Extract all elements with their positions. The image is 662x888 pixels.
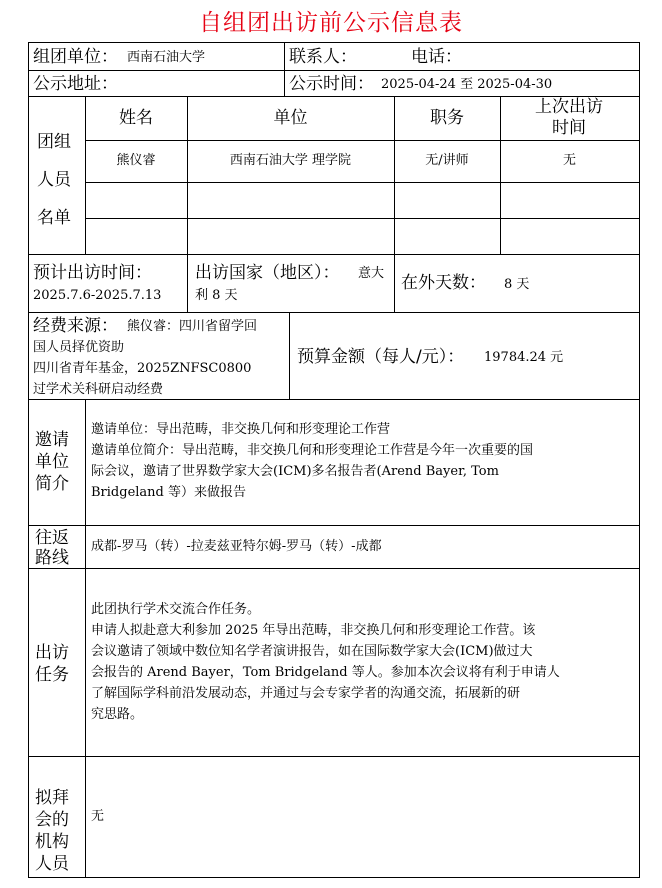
visits-label: 人员 bbox=[35, 854, 69, 874]
member-unit: 西南石油大学 理学院 bbox=[229, 153, 352, 168]
col-name: 姓名 bbox=[119, 108, 153, 128]
mission-label: 任务 bbox=[35, 665, 69, 685]
publish-time-value: 2025-04-24 至 2025-04-30 bbox=[381, 77, 553, 92]
inviter-label: 简介 bbox=[35, 474, 69, 494]
budget-value: 19784.24 元 bbox=[484, 350, 564, 365]
members-side-label: 名单 bbox=[37, 208, 71, 228]
page-title: 自组团出访前公示信息表 bbox=[199, 10, 463, 36]
funding-line: 四川省青年基金，2025ZNFSC0800 bbox=[33, 361, 252, 376]
route-label: 往返 bbox=[35, 528, 69, 548]
route-label: 路线 bbox=[35, 548, 69, 568]
mission-text: 究思路。 bbox=[91, 707, 144, 722]
funding-label: 经费来源： bbox=[33, 316, 118, 336]
trip-time-label: 预计出访时间： bbox=[33, 263, 152, 283]
visits-label: 机构 bbox=[35, 832, 69, 852]
members-side-label: 团组 bbox=[37, 132, 71, 152]
contact-label: 联系人： bbox=[289, 47, 357, 67]
inviter-text: Bridgeland 等）来做报告 bbox=[91, 485, 246, 500]
inviter-text: 邀请单位：导出范畴，非交换几何和形变理论工作营 bbox=[91, 422, 391, 437]
country-label: 出访国家（地区）： bbox=[195, 263, 340, 283]
org-label: 组团单位： bbox=[33, 47, 118, 67]
phone-label: 电话： bbox=[411, 47, 462, 67]
inviter-label: 邀请 bbox=[35, 430, 69, 450]
days-label: 在外天数： bbox=[401, 273, 486, 293]
mission-label: 出访 bbox=[35, 643, 69, 663]
funding-line: 熊仪睿：四川省留学回 bbox=[127, 319, 258, 334]
budget-label: 预算金额（每人/元）： bbox=[297, 347, 465, 367]
member-name: 熊仪睿 bbox=[116, 153, 156, 168]
col-position: 职务 bbox=[430, 108, 464, 128]
members-side-label: 人员 bbox=[37, 170, 71, 190]
inviter-text: 邀请单位简介：导出范畴，非交换几何和形变理论工作营是今年一次重要的国 bbox=[91, 443, 534, 458]
col-unit: 单位 bbox=[273, 108, 308, 128]
visits-label: 会的 bbox=[35, 810, 69, 830]
member-position: 无/讲师 bbox=[425, 153, 469, 168]
form-table bbox=[28, 42, 640, 878]
country-value: 意大 bbox=[358, 266, 385, 281]
address-label: 公示地址： bbox=[33, 74, 118, 94]
publish-time-label: 公示时间： bbox=[289, 74, 374, 94]
visits-label: 拟拜 bbox=[35, 788, 69, 808]
mission-text: 申请人拟赴意大利参加 2025 年导出范畴，非交换几何和形变理论工作营。该 bbox=[91, 623, 536, 638]
col-last-visit: 上次出访时间 bbox=[535, 97, 603, 138]
mission-text: 了解国际学科前沿发展动态，并通过与会专家学者的沟通交流，拓展新的研 bbox=[91, 686, 521, 701]
visits-value: 无 bbox=[91, 809, 105, 824]
inviter-text: 际会议，邀请了世界数学家大会(ICM)多名报告者(Arend Bayer, Tom bbox=[91, 464, 499, 479]
inviter-label: 单位 bbox=[35, 452, 69, 472]
route-value: 成都-罗马（转）-拉麦兹亚特尔姆-罗马（转）-成都 bbox=[91, 539, 382, 554]
mission-text: 会报告的 Arend Bayer，Tom Bridgeland 等人。参加本次会议将有利于申请人 bbox=[91, 665, 560, 680]
member-last-visit: 无 bbox=[562, 153, 576, 168]
trip-time-value: 2025.7.6-2025.7.13 bbox=[33, 288, 162, 303]
country-value-cont: 利 8 天 bbox=[195, 288, 238, 303]
days-value: 8 天 bbox=[504, 277, 530, 292]
funding-line: 国人员择优资助 bbox=[33, 340, 125, 355]
mission-text: 会议邀请了领域中数位知名学者演讲报告，如在国际数学家大会(ICM)做过大 bbox=[91, 644, 533, 659]
mission-text: 此团执行学术交流合作任务。 bbox=[91, 602, 261, 617]
funding-line: 过学术关科研启动经费 bbox=[33, 382, 164, 397]
org-value: 西南石油大学 bbox=[127, 50, 206, 65]
